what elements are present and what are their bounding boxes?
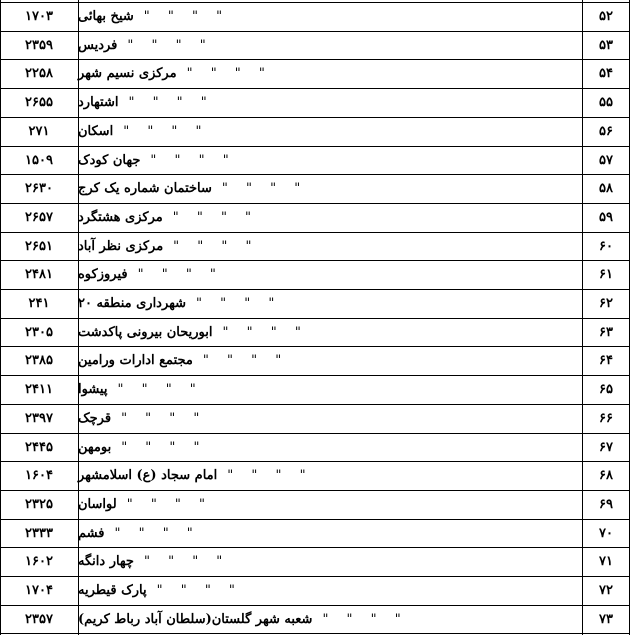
branch-code: ۱۶۰۴	[25, 468, 53, 483]
branch-name-cell	[78, 146, 582, 175]
branch-name-cell	[78, 203, 582, 232]
table-row	[0, 461, 630, 490]
ditto-marks: " " " "	[196, 296, 282, 311]
branch-code: ۲۳۳۳	[25, 526, 53, 541]
branch-name: قرچک	[78, 411, 112, 426]
row-number: ۷۳	[599, 612, 613, 627]
branch-name-cell	[78, 519, 582, 548]
branch-name: پیشوا	[78, 382, 108, 397]
branch-name: مجتمع ادارات ورامین	[78, 353, 193, 368]
branch-name: مرکزی نسیم شهر	[78, 66, 177, 81]
row-number: ۵۴	[599, 66, 613, 81]
branch-name: مرکزی هشتگرد	[78, 210, 163, 225]
branch-name: بومهن	[78, 440, 112, 455]
branch-name-cell	[78, 576, 582, 605]
ditto-marks: " " " "	[143, 9, 230, 24]
branch-name: اسکان	[78, 124, 114, 139]
branch-name: شیخ بهائی	[78, 9, 134, 24]
table-row	[0, 404, 630, 433]
branch-code: ۲۴۸۱	[25, 267, 53, 282]
branch-code: ۲۳۵۹	[25, 38, 53, 53]
branch-name-cell	[78, 318, 582, 347]
branch-name-cell	[78, 375, 582, 404]
branch-code: ۲۳۵۷	[25, 612, 53, 627]
table-row	[0, 433, 630, 462]
row-number: ۷۱	[599, 554, 613, 569]
branch-name: لواسان	[78, 497, 117, 512]
branch-code: ۲۶۳۰	[25, 181, 53, 196]
ditto-marks: " " " "	[173, 239, 259, 254]
table-row	[0, 117, 630, 146]
table-row	[0, 260, 630, 289]
table-row	[0, 2, 630, 31]
ditto-marks: " " " "	[137, 267, 223, 282]
branch-name-cell	[78, 117, 582, 146]
row-number: ۶۲	[599, 296, 613, 311]
branch-name-cell	[78, 31, 582, 60]
branch-code: ۲۳۹۷	[25, 411, 53, 426]
row-number: ۷۲	[599, 583, 613, 598]
ditto-marks: " " " "	[126, 497, 213, 512]
row-number: ۶۳	[599, 325, 613, 340]
branch-name: فردیس	[78, 38, 118, 53]
table-row	[0, 519, 630, 548]
table-row	[0, 59, 630, 88]
ditto-marks: " " " "	[117, 382, 203, 397]
branch-name: فشم	[78, 526, 105, 541]
branch-name-cell	[78, 174, 582, 203]
row-number: ۶۹	[599, 497, 613, 512]
row-number: ۶۰	[599, 239, 613, 254]
branch-name: مرکزی نظر آباد	[78, 239, 164, 254]
branch-code: ۲۶۵۵	[25, 95, 53, 110]
row-number: ۶۵	[599, 382, 613, 397]
branch-name-cell	[78, 289, 582, 318]
branch-code: ۲۳۲۵	[25, 497, 53, 512]
table-row	[0, 146, 630, 175]
ditto-marks: " " " "	[127, 38, 213, 53]
branch-code: ۱۵۰۹	[25, 153, 53, 168]
branch-name-cell	[78, 490, 582, 519]
branch-code: ۲۴۴۵	[25, 440, 53, 455]
row-number: ۶۷	[599, 440, 613, 455]
row-number: ۶۸	[599, 468, 613, 483]
row-number: ۵۷	[599, 153, 613, 168]
row-number: ۵۳	[599, 38, 613, 53]
row-number: ۵۲	[599, 9, 613, 24]
table-row	[0, 203, 630, 232]
branch-name: جهان کودک	[78, 153, 141, 168]
row-number: ۶۶	[599, 411, 613, 426]
branch-code: ۱۷۰۴	[25, 583, 53, 598]
ditto-marks: " " " "	[222, 325, 308, 340]
row-number: ۵۹	[599, 210, 613, 225]
ditto-marks: " " " "	[123, 124, 209, 139]
branch-code: ۲۲۵۸	[25, 66, 53, 81]
row-number: ۵۶	[599, 124, 613, 139]
row-number: ۶۱	[599, 267, 613, 282]
branch-code: ۲۶۵۷	[25, 210, 53, 225]
branch-code: ۲۶۵۱	[25, 239, 53, 254]
table-row	[0, 490, 630, 519]
ditto-marks: " " " "	[143, 554, 230, 569]
table-row	[0, 232, 630, 261]
ditto-marks: " " " "	[150, 153, 236, 168]
table-row	[0, 346, 630, 375]
table-row	[0, 174, 630, 203]
row-number: ۷۰	[599, 526, 613, 541]
table-row	[0, 605, 630, 634]
branch-name: ساختمان شماره یک کرج	[78, 181, 212, 196]
branch-name-cell	[78, 404, 582, 433]
row-number: ۵۵	[599, 95, 613, 110]
table-row	[0, 289, 630, 318]
ditto-marks: " " " "	[156, 583, 242, 598]
branch-name: شهرداری منطقه ۲۰	[78, 296, 187, 311]
branch-code: ۲۴۱	[28, 296, 50, 311]
ditto-marks: " " " "	[172, 210, 259, 225]
table-row	[0, 31, 630, 60]
branch-name: چهار دانگه	[78, 554, 134, 569]
row-number: ۵۸	[599, 181, 613, 196]
branch-name: اشتهارد	[78, 95, 119, 110]
ditto-marks: " " " "	[202, 353, 289, 368]
branch-code: ۲۷۱	[28, 124, 50, 139]
branch-name: پارک قیطریه	[78, 583, 147, 598]
ditto-marks: " " " "	[128, 95, 214, 110]
branch-name-cell	[78, 260, 582, 289]
ditto-marks: " " " "	[114, 526, 200, 541]
branch-code: ۲۴۱۱	[25, 382, 53, 397]
ditto-marks: " " " "	[121, 411, 207, 426]
branch-name-cell	[78, 346, 582, 375]
branch-name-cell	[78, 88, 582, 117]
table-row	[0, 576, 630, 605]
table-row	[0, 547, 630, 576]
branch-code: ۲۳۰۵	[25, 325, 53, 340]
branch-name-cell	[78, 461, 582, 490]
branch-name-cell	[78, 547, 582, 576]
table-row	[0, 88, 630, 117]
table-row	[0, 318, 630, 347]
branch-name: امام سجاد (ع) اسلامشهر	[78, 468, 218, 483]
row-number: ۶۴	[599, 353, 613, 368]
ditto-marks: " " " "	[121, 440, 207, 455]
ditto-marks: " " " "	[322, 612, 408, 627]
branch-name-cell	[78, 59, 582, 88]
branch-code: ۱۷۰۳	[25, 9, 53, 24]
branch-name-cell	[78, 605, 582, 634]
branch-code: ۱۶۰۲	[25, 554, 53, 569]
ditto-marks: " " " "	[221, 181, 308, 196]
branch-name-cell	[78, 2, 582, 31]
branch-name: شعبه شهر گلستان(سلطان آباد رباط کریم)	[78, 612, 313, 627]
table-row	[0, 375, 630, 404]
branch-code: ۲۳۸۵	[25, 353, 53, 368]
branch-name: فیروزکوه	[78, 267, 128, 282]
ditto-marks: " " " "	[227, 468, 313, 483]
branch-name: ابوریحان بیرونی پاکدشت	[78, 325, 213, 340]
branch-name-cell	[78, 232, 582, 261]
ditto-marks: " " " "	[186, 66, 272, 81]
branch-name-cell	[78, 433, 582, 462]
